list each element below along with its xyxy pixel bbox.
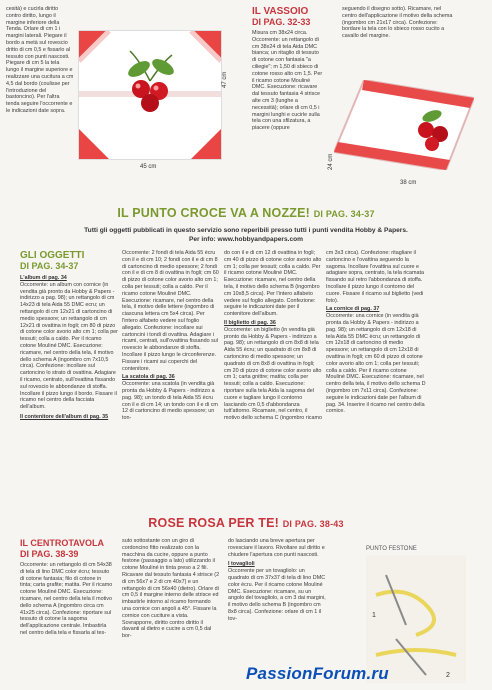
- curtain-photo: [78, 30, 222, 160]
- tray-illustration: [334, 80, 474, 170]
- tray-photo: [334, 80, 474, 170]
- scatola-title: La scatola di pag. 36: [122, 374, 175, 381]
- cornice-instructions: Occorrente: una cornice (in vendita già pronta da Hobby & Papers - indirizzo a pag. 98); un rettangolo di cm 12x18 di tela Aida 55 DMC ècru; un rettangolo di cm 12x18 di cartoncino di medio spessore; un rettangolo di cm 12x18 di ovattina in fogli; cm 60 di pizzo di cotone color avorio alto cm 1; colla per tessuti; colla a caldo. Per il ricamo cotone Mouliné DMC. Esecuzione: ricamare, nel centro della tela, il motivo dello schema D (ingombro cm 7x11 circa). Confezione: seguire le indicazioni date per l'album di pag. 34. Inserire il ricamo nel centro della cornice.: [326, 313, 426, 415]
- tray-height-label: 24 cm: [328, 153, 334, 170]
- centrotavola-closing: do lasciando una breve apertura per rovesciare il lavoro. Rivoltare sul diritto e chiudere l'apertura con punti nascosti.: [228, 538, 325, 558]
- cornice-title: La cornice di pag. 37: [326, 306, 380, 313]
- biglietto-instructions-continued: cm 3x3 circa). Confezione: ritagliare il cartoncino e l'ovattina seguendo la sagoma. Incollare l'ovattina sul cuore e adagiare sopra, centrato, la tela ricamata fissando sul retro l'abbondanza di stoffa. Incollare il pizzo lungo il contorno del cuore. Fissare il ricamo sul biglietto (vedi foto).: [326, 250, 424, 304]
- punto-festone-title: PUNTO FESTONE: [366, 546, 417, 552]
- banner-rose-title: ROSE ROSA PER TE!: [148, 516, 280, 530]
- centrotavola-instructions: Occorrente: un rettangolo di cm 54x38 di tela di lino DMC color écru; tessuto di cotone fantasia; filo di cotone in tinta; carta grafite; matita. Per il ricamo cotone Mouliné DMC. Esecuzione: ricamare, nel centro della tela il motivo dello schema A (ingombro circa cm 41x25 circa). Confezione: riportare sul tessuto di cotone la sagoma dell'applicazione centrale. Imbastirla nel centro della tela e fissarla al tes-: [20, 562, 113, 636]
- curtain-illustration: [79, 31, 221, 159]
- contenitore-title: Il contenitore dell'album di pag. 35: [20, 413, 109, 420]
- vassoio-continued: [342, 6, 454, 76]
- watermark: PassionForum.ru: [246, 664, 389, 683]
- festone-step-1: 1: [372, 612, 376, 619]
- centrotavola-column: [20, 538, 114, 684]
- tenda-instructions: cesità) e cucirla diritto contro diritto, lungo il margine inferiore della Tenda. Orlare di cm 1 i margini laterali. Piegare il bordo a metà sul rovescio dritto di cm 0,5 e fissarlo al tessuto con punti nascosti. Piegare di cm 5 la tela lungo il margine superiore e realizzare una cucitura a cm 4,5 dal bordo (coulisse per l'introduzione del bastoncino). Per l'altra tenda seguire l'occorrente e le indicazioni date sopra.: [6, 6, 74, 114]
- banner-rose-page: DI PAG. 38-43: [282, 519, 344, 529]
- album-title: L'album di pag. 34: [20, 275, 67, 281]
- tovaglioli-title: I tovaglioli: [228, 561, 255, 568]
- banner-punto-croce: [0, 206, 492, 220]
- centrotavola-instructions-continued: suto sottostante con un giro di cordoncino fitto realizzato con la macchina da cucire, oppure a punto festone (passaggio a lato) utilizzando il cotone Mouliné in tinta preso a 2 fili. Ricavare dal tessuto fantasia 4 strisce (2 di cm 56x7 e 2 di cm 40x7) e un rettangolo di cm 56x40 (dietro). Orlare di cm 0,5 il margine interno delle strisce ed imbastirle intorno al ricamo formando una cornice con angoli a 45°. Fissare la cornice con cuciture a vista. Sovrapporre, diritto contro diritto il davanti al dietro e cucire a cm 0,5 dal bor-: [122, 538, 220, 640]
- banner-punto-croce-title: IL PUNTO CROCE VA A NOZZE!: [117, 206, 311, 220]
- scatola-instructions-continued: do con il e di cm 12 di ovattina in fogli; cm 40 di pizzo di cotone color avorio alto cm 1; colla per tessuti; colla a caldo. Per il ricamo cotone Mouliné DMC. Esecuzione: ricamare, nel centro della tela, il motivo dello schema B (ingombro cm 10x8,5 circa). Per l'intero alfabeto vedere sul foglio allegato. Confezione: seguire le indicazioni date per il contenitore dell'album.: [224, 250, 322, 318]
- tovaglioli-column: [228, 538, 326, 684]
- festone-step-2: 2: [446, 672, 450, 679]
- tray-width-label: 38 cm: [400, 180, 417, 186]
- oggetti-title: GLI OGGETTI: [20, 250, 85, 261]
- banner-rose: [0, 516, 492, 530]
- biglietto-instructions: Occorrente: un biglietto (in vendita già pronto da Hobby & Papers - indirizzo a pag. 98); un rettangolo di cm 8x8 di tela Aida 55 ècru; un quadrato di cm 8x8 di cartoncino di medio spessore; un quadrato di cm 8x8 di ovattina in fogli; cm 20 di pizzo di cotone color avorio alto cm 1; carta gnittre; matita; colla per tessuti; colla a caldo. Esecuzione: riportare sulla tela Aida la sagoma del cuore e tagliare lungo il contorno lasciando cm 0,5 d'abbondanza tutt'attorno. Ricamare, nel centro, il motivo dello schema C (ingombro ricamo: [224, 326, 322, 422]
- banner-info-line2: Per info: www.hobbyandpapers.com: [188, 236, 304, 243]
- vassoio-title: IL VASSOIO: [252, 6, 309, 17]
- tovaglioli-instructions: Occorrente per un tovagliolo: un quadrato di cm 37x37 di tela di lino DMC color écru. Per il ricamo cotone Mouliné DMC. Esecuzione: ricamare, su un angolo del tovagliolo, a cm 3 dai margini, il motivo dello schema B (ingombro cm 8x8 circa). Confezione: orlare di cm 1 il tov-: [228, 568, 326, 622]
- biglietto-title: Il biglietto di pag. 36: [224, 319, 276, 326]
- vassoio-page: DI PAG. 32-33: [252, 17, 311, 27]
- centrotavola-column-2: [122, 538, 220, 684]
- curtain-width-label: 45 cm: [140, 164, 157, 170]
- album-instructions: Occorrente: un album con cornice (in vendita già pronto da Hobby & Papers - indirizzo a pag. 98); un rettangolo di cm 14x23 di tela Aida 55 DMC ecru; un rettangolo di cm 12x21 di cartoncino di medio spessore; un rettangolo di cm 12x21 di ovattina in fogli; cm 80 di pizzo di cotone color avorio alto cm 1; colla per tessuti; colla a caldo. Per il ricamo cotone Mouliné DMC. Esecuzione: ricamare, nel centro della tela, il motivo dello schema A (ingombro cm 7x10,5 circa). Confezione: incollare sul cartoncino lo strato di ovattina. Adagiare il ricamo, centrato, sull'ovattina fissando sul rovescio le abbondanze di stoffa. Incollare il pizzo lungo il bordo. Fissare il ricamo nel centro della facciata dell'album.: [20, 281, 118, 411]
- contenitore-column: [122, 250, 220, 490]
- vassoio-instructions: Misura cm 38x24 circa. Occorrente: un rettangolo di cm 38x24 di tela Aida DMC bianca; un ritaglio di tessuto di cotone con fantasia "a ciliegie"; m 1,50 di sbieco di cotone rosso alto cm 1,5. Per il ricamo cotone Mouliné DMC. Esecuzione: ricavare dal tessuto fantasia 4 strisce alte cm 3 (lunghe a necessità); orlare di cm 0,5 i margini lunghi e cucirle sulla tela con una sfilzatura, a piacere (oppure: [252, 30, 323, 132]
- banner-info: [0, 226, 492, 244]
- vassoio-instructions-continued: seguendo il disegno sotto). Ricamare, nel centro dell'applicazione il motivo della schema (ingombro cm 21x17 circa). Confezione: bordare la tela con lo sbieco rosso cucito a cavallo del margine.: [342, 6, 453, 40]
- top-left-text-column: [6, 6, 74, 202]
- banner-punto-croce-page: DI PAG. 34-37: [313, 209, 375, 219]
- biglietto-column: [224, 250, 322, 490]
- oggetti-column: [20, 250, 118, 450]
- vassoio-section: [252, 6, 324, 206]
- oggetti-page: DI PAG. 34-37: [20, 261, 79, 271]
- contenitore-instructions: Occorrente: 2 fondi di tela Aida 55 ècru con il e di cm 10; 2 fondi con il e di cm 8 di cartoncino di medio spessore; 2 fondi con il e di cm 8 di ovattina in fogli; cm 60 di pizzo di cotone color avorio alto cm 1; colla per tessuti; colla a caldo. Per il ricamo cotone Mouliné DMC. Esecuzione: ricamare, nel centro della tela, il motivo delle lettere (ingombro di ciascuna lettera cm 5x4 circa). Per l'intero alfabeto vedere sul foglio allegato. Confezione: incollare sui cartoncini i tondi di ovattina. Adagiare i ricami, centrati, sull'ovattina fissando sul rovescio le abbondanze di stoffa. Incollare il pizzo lungo le circonferenze. Fissare i ricami sui coperchi del contenitore.: [122, 250, 219, 372]
- curtain-height-label: 47 cm: [222, 71, 228, 88]
- centrotavola-page: DI PAG. 38-39: [20, 549, 79, 559]
- centrotavola-title: IL CENTROTAVOLA: [20, 538, 104, 548]
- banner-info-line1: Tutti gli oggetti pubblicati in questo servizio sono reperibili presso tutti i punti vendita Hobby & Papers.: [84, 227, 408, 234]
- cornice-column: [326, 250, 426, 490]
- scatola-instructions: Occorrente: una scatola (in vendita già pronta da Hobby & Papers - indirizzo a pag. 98); un tondo di tela Aida 55 ècru con il e di cm 14; un tondo con il e di cm 12 di cartoncino di medio spessore; un ton-: [122, 381, 218, 422]
